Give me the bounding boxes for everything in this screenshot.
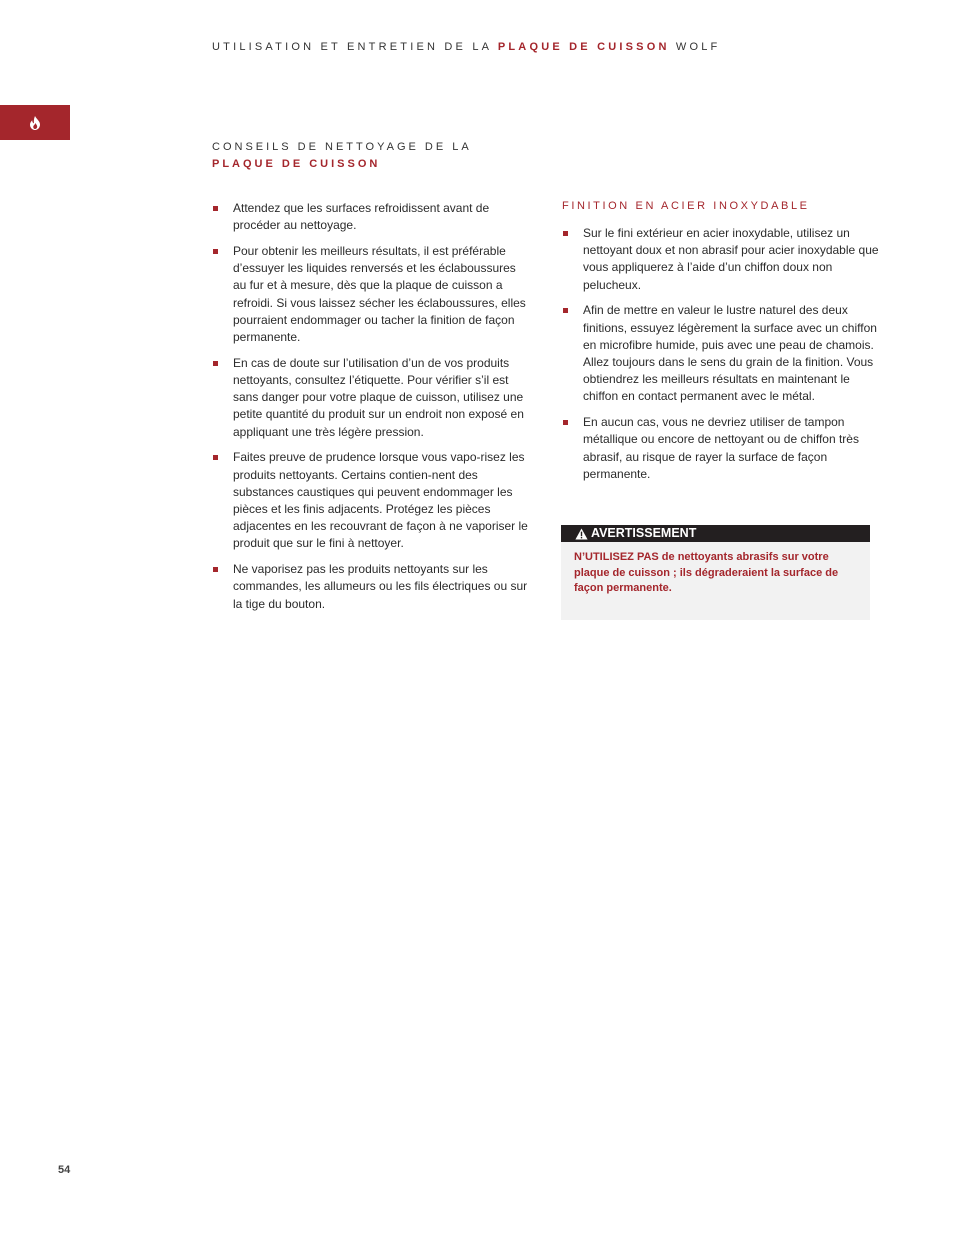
section-tab [0,105,70,140]
stainless-subheading: FINITION EN ACIER INOXYDABLE [562,200,810,212]
warning-text: N’UTILISEZ PAS de nettoyants abrasifs sur votre plaque de cuisson ; ils dégraderaient la surface de façon permanente. [574,551,839,595]
left-column [212,200,532,621]
list-item: Sur le fini extérieur en acier inoxydable, utilisez un nettoyant doux et non abrasif pour acier inoxydable que vous appliquerez à l’aide d’un chiffon doux non pelucheux. [562,225,884,294]
section-title-line2: PLAQUE DE CUISSON [212,158,381,170]
list-item: Ne vaporisez pas les produits nettoyants sur les commandes, les allumeurs ou les fils électriques ou sur la tige du bouton. [212,561,532,613]
right-bullet-list [562,225,884,483]
list-item: Pour obtenir les meilleurs résultats, il est préférable d’essuyer les liquides renversés et les éclaboussures au fur et à mesure, dès que la plaque de cuisson a refroidi. Si vous laissez sécher les éclaboussures, elles pourraient endommager ou tacher la finition de façon permanente. [212,243,532,346]
flame-icon [29,116,41,130]
header-prefix: UTILISATION ET ENTRETIEN DE LA [212,41,492,53]
section-title [212,139,472,173]
header-highlight: PLAQUE DE CUISSON [497,41,670,53]
list-item: Faites preuve de prudence lorsque vous vapo-risez les produits nettoyants. Certains contien-nent des substances caustiques qui peuvent endommager les pièces et les finis adjacents. Protégez les pièces adjacentes en les recouvrant de façon à ne vaporiser le produit que sur le fini à nettoyer. [212,449,532,552]
running-header [212,41,720,53]
left-bullet-list [212,200,532,613]
warning-header [561,525,870,542]
warning-box [561,525,870,620]
list-item: Afin de mettre en valeur le lustre naturel des deux finitions, essuyez légèrement la surface avec un chiffon en microfibre humide, puis avec une peau de chamois. Allez toujours dans le sens du grain de la finition. Vous obtiendrez les meilleurs résultats en maintenant le chiffon en contact permanent avec le métal. [562,302,884,405]
warning-triangle-icon [575,528,588,540]
page-number: 54 [58,1164,71,1176]
section-title-line1: CONSEILS DE NETTOYAGE DE LA [212,141,472,153]
list-item: En cas de doute sur l’utilisation d’un de vos produits nettoyants, consultez l’étiquette. Pour vérifier s’il est sans danger pour votre plaque de cuisson, utilisez une petite quantité du produit sur un endroit non exposé en appliquant une très légère pression. [212,355,532,441]
list-item: En aucun cas, vous ne devriez utiliser de tampon métallique ou encore de nettoyant ou de chiffon très abrasif, au risque de rayer la surface de façon permanente. [562,414,884,483]
warning-label: AVERTISSEMENT [591,526,697,540]
list-item: Attendez que les surfaces refroidissent avant de procéder au nettoyage. [212,200,532,234]
right-column [562,198,884,492]
header-suffix: WOLF [675,41,721,53]
